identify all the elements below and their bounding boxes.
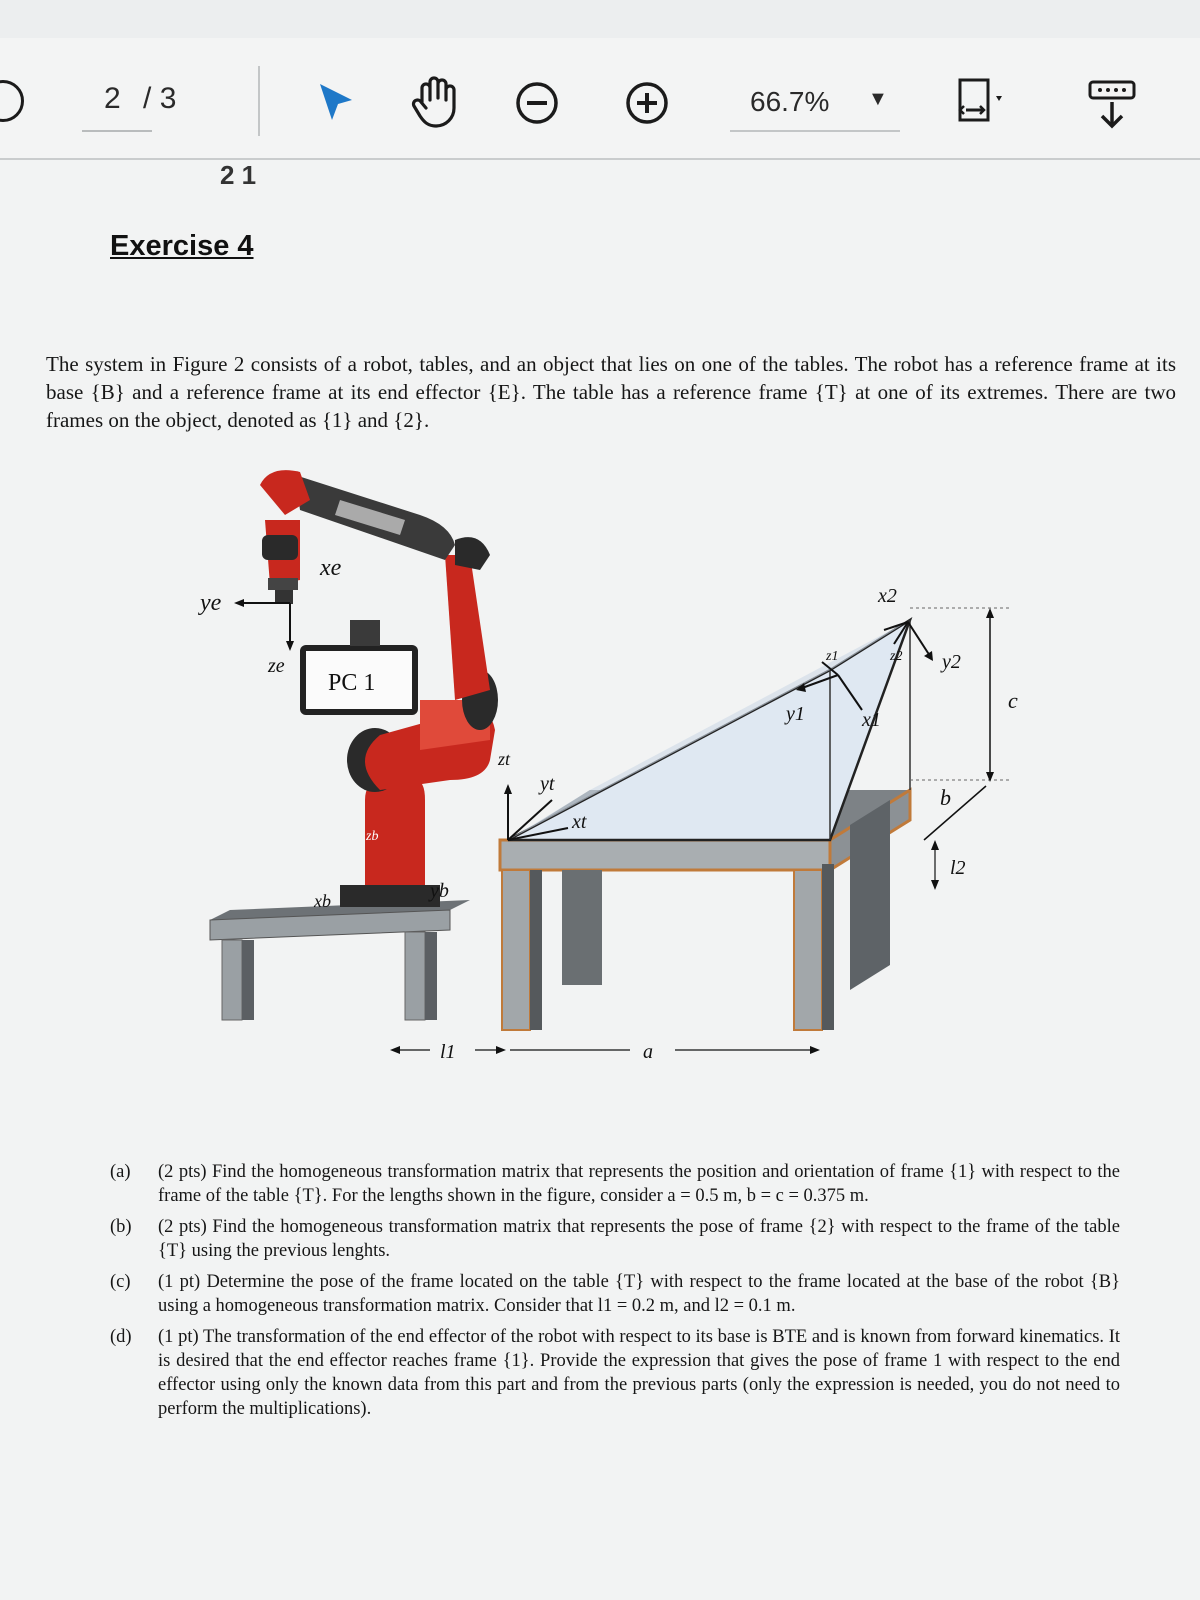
page-indicator[interactable] [104, 82, 176, 116]
page-input-underline [82, 130, 152, 132]
fit-page-icon[interactable] [952, 74, 1008, 130]
label-z2: z2 [890, 649, 903, 664]
zoom-value: 66.7% [750, 86, 830, 117]
label-zb: zb [366, 829, 379, 844]
chevron-down-icon: ▼ [868, 88, 888, 110]
label-y2: y2 [942, 651, 961, 673]
label-z1: z1 [826, 649, 839, 664]
select-arrow-icon[interactable] [316, 80, 356, 124]
label-l1: l1 [440, 1041, 456, 1063]
toolbar-divider [258, 66, 260, 136]
page-total: / 3 [143, 82, 177, 115]
label-xe: xe [320, 555, 342, 581]
questions-list [110, 1160, 1120, 1428]
hand-icon[interactable] [410, 74, 464, 130]
zoom-select[interactable] [730, 82, 900, 132]
question-label: (d) [110, 1327, 132, 1347]
label-xt: xt [572, 811, 587, 833]
question-text: (1 pt) Determine the pose of the frame located on the table {T} with respect to the frame located at the base of the robot {B} using a homogeneous transformation matrix. Consider that l1 = 0.2 m, and l2 = 0.1 m. [158, 1272, 1120, 1316]
label-b: b [940, 785, 951, 810]
question-d [110, 1325, 1120, 1421]
question-c [110, 1270, 1120, 1318]
label-yt: yt [540, 773, 555, 795]
label-ze: ze [268, 655, 285, 677]
pc-label: PC 1 [328, 670, 376, 696]
pc-monitor [300, 620, 418, 715]
zoom-in-icon[interactable] [624, 80, 670, 126]
question-text: (2 pts) Find the homogeneous transformation matrix that represents the position and orientation of frame {1} with respect to the frame of the table {T}. For the lengths shown in the figure, consider a = 0.5 m, b = c = 0.375 m. [158, 1162, 1120, 1206]
robot-stool [210, 900, 470, 1020]
page-current[interactable]: 2 [104, 82, 121, 115]
question-b [110, 1215, 1120, 1263]
label-c: c [1008, 688, 1018, 713]
question-label: (b) [110, 1217, 132, 1237]
clipped-heading-fragment: 2 1 [220, 160, 257, 190]
label-xb: xb [314, 891, 331, 911]
label-a: a [643, 1041, 653, 1063]
frame-2 [877, 585, 961, 673]
sign-icon[interactable] [1086, 78, 1140, 132]
intro-paragraph: The system in Figure 2 consists of a robot, tables, and an object that lies on one of the tables. The robot has a reference frame at its base {B} and a reference frame at its end effector {E}. The table has a reference frame {T} at one of its extremes. There are two frames on the object, denoted as {1} and {2}. [46, 352, 1176, 432]
exercise-title: Exercise 4 [110, 230, 254, 262]
document-page [0, 160, 1200, 1600]
label-l2: l2 [950, 857, 966, 879]
pdf-toolbar [0, 38, 1200, 160]
question-text: (1 pt) The transformation of the end effector of the robot with respect to its base is BTE and is known from forward kinematics. It is desired that the end effector reaches frame {1}. Provide the expression that gives the pose of frame 1 with respect to the end effector using only the known data from this part and from the previous parts (only the expression is needed, you do not need to perform the multiplications). [158, 1327, 1120, 1419]
zoom-out-icon[interactable] [514, 80, 560, 126]
question-label: (a) [110, 1162, 131, 1182]
label-yb: yb [430, 880, 449, 902]
figure-robot-tables [190, 460, 1150, 1260]
label-x2: x2 [878, 585, 897, 607]
label-zt: zt [498, 749, 511, 769]
question-label: (c) [110, 1272, 131, 1292]
label-x1: x1 [862, 709, 881, 731]
label-ye: ye [200, 590, 222, 616]
question-text: (2 pts) Find the homogeneous transformation matrix that represents the pose of frame {2} with respect to the frame of the table {T} using the previous lenghts. [158, 1217, 1120, 1261]
question-a [110, 1160, 1120, 1208]
label-y1: y1 [786, 703, 805, 725]
back-icon[interactable] [0, 80, 24, 122]
